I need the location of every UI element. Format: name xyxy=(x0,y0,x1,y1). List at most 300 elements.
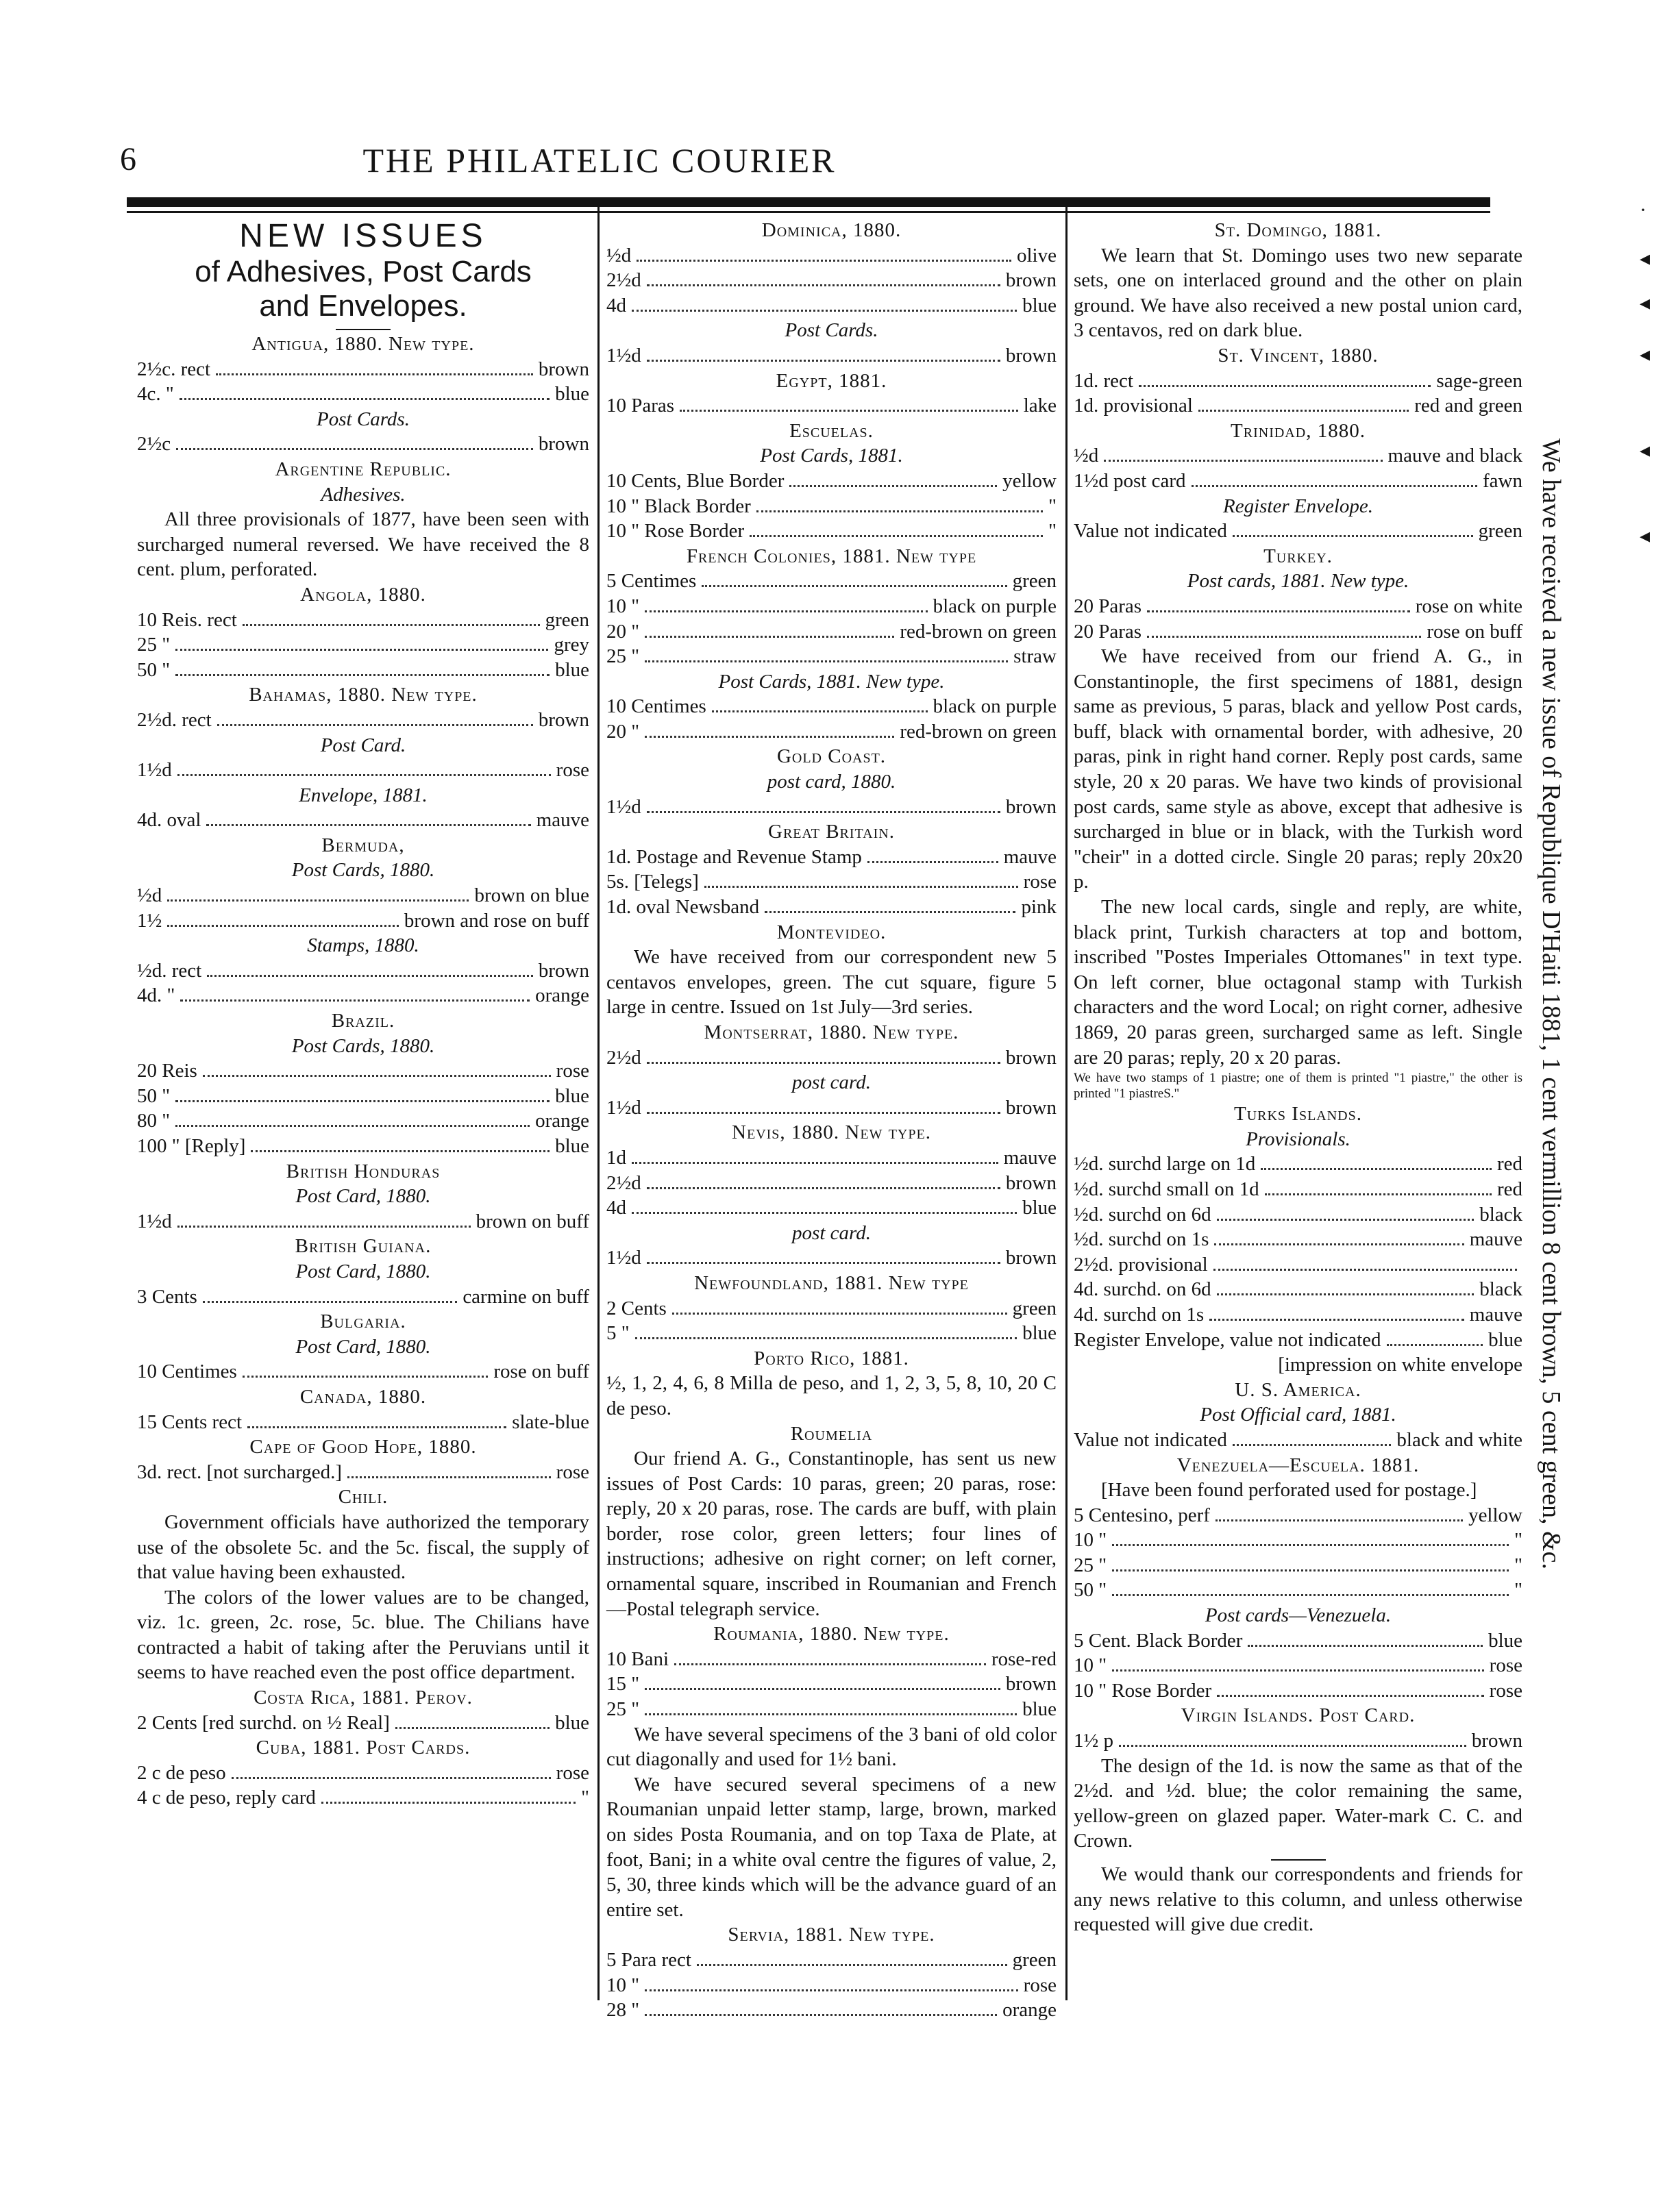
section-subtitle: and Envelopes. xyxy=(259,289,467,323)
dot-leader xyxy=(647,1262,1000,1264)
paragraph: All three provisionals of 1877, have been seen with surcharged numeral reversed. We have received the 8 cent. plum, perforated. xyxy=(137,508,589,581)
stamp-entry xyxy=(137,1785,589,1811)
entry-color: mauve xyxy=(1003,845,1057,868)
sub-heading: Post Card, 1880. xyxy=(295,1185,431,1208)
entry-label: 5 Para rect xyxy=(606,1948,691,1971)
dot-leader xyxy=(243,1376,489,1378)
entry-color: yellow xyxy=(1468,1504,1522,1526)
entry-label: 5 " xyxy=(606,1322,630,1345)
dot-leader xyxy=(1119,1745,1466,1747)
dot-leader xyxy=(645,1713,1017,1715)
country-heading: Dominica, 1880. xyxy=(761,219,902,241)
stamp-entry xyxy=(137,432,589,457)
entry-label: 2 c de peso xyxy=(137,1761,226,1784)
sub-heading: Post Card. xyxy=(320,734,406,756)
entry-color: sage-green xyxy=(1436,369,1522,392)
entry-color: black xyxy=(1479,1278,1522,1301)
entry-color: brown xyxy=(1005,1046,1057,1069)
stamp-entry xyxy=(1074,369,1522,394)
country-heading: Great Britain. xyxy=(768,821,895,843)
entry-color: brown xyxy=(538,959,589,982)
entry-color: mauve xyxy=(1469,1303,1522,1326)
entry-color: green xyxy=(1012,1948,1057,1971)
entry-label: 1½d xyxy=(137,1210,172,1232)
dot-leader xyxy=(1233,535,1473,537)
stamp-entry xyxy=(606,1296,1057,1321)
sub-heading: Register Envelope. xyxy=(1222,495,1374,517)
stamp-entry xyxy=(137,382,589,407)
entry-color: straw xyxy=(1013,645,1057,668)
entry-label: 10 " xyxy=(606,1974,640,1996)
entry-label: 2 Cents xyxy=(606,1297,667,1319)
dot-leader xyxy=(704,886,1018,888)
dot-leader xyxy=(167,899,469,902)
dot-leader xyxy=(180,398,550,400)
paragraph: [Have been found perforated used for postage.] xyxy=(1101,1479,1477,1502)
stamp-entry xyxy=(137,958,589,984)
dot-leader xyxy=(645,610,928,612)
dot-leader xyxy=(1213,1269,1517,1271)
stamp-entry xyxy=(1074,1152,1522,1177)
stamp-entry xyxy=(606,619,1057,645)
entry-label: 15 Cents rect xyxy=(137,1411,243,1433)
stamp-entry xyxy=(137,1209,589,1234)
entry-color: rose xyxy=(1023,871,1057,893)
stamp-entry xyxy=(606,1697,1057,1722)
entry-label: Value not indicated xyxy=(1074,520,1227,543)
country-heading: Servia, 1881. New type. xyxy=(728,1924,935,1946)
entry-color: blue xyxy=(1022,1698,1057,1721)
entry-color: blue xyxy=(1488,1328,1522,1351)
dot-leader xyxy=(672,1313,1007,1315)
entry-color: brown on blue xyxy=(474,884,589,907)
entry-color: green xyxy=(545,608,589,631)
entry-color: blue xyxy=(1488,1629,1522,1652)
sub-heading: Envelope, 1881. xyxy=(299,784,428,806)
entry-color: " xyxy=(1048,520,1057,543)
entry-label: 10 Paras xyxy=(606,395,675,417)
paragraph: Government officials have authorized the temporary use of the obsolete 5c. and the 5c. fiscal, the supply of that value having been exhausted. xyxy=(137,1511,589,1584)
stamp-entry xyxy=(606,1095,1057,1121)
dot-leader xyxy=(203,1301,458,1303)
entry-label: 25 " xyxy=(1074,1554,1107,1576)
sub-heading: post card. xyxy=(792,1221,871,1244)
dot-leader xyxy=(1217,1695,1484,1697)
stamp-entry xyxy=(137,1460,589,1485)
dot-leader xyxy=(251,1150,550,1152)
entry-color: brown xyxy=(1005,344,1057,366)
paragraph: Our friend A. G., Constantinople, has sent us new issues of Post Cards: 10 paras, green; 20 paras, rose: reply, 20 x 20 paras, rose. The cards are buff, with plain border, rose color, green letters; four lines of instructions; adhesive on right corner; on left corner, ornamental square, inscribed in Roumanian and French—Postal telegraph service. xyxy=(606,1447,1057,1620)
dot-leader xyxy=(867,861,998,863)
country-heading: Turks Islands. xyxy=(1233,1103,1362,1126)
entry-label: Value not indicated xyxy=(1074,1428,1227,1451)
paragraph: We would thank our correspondents and friends for any news relative to this column, and unless otherwise requested will give due credit. xyxy=(1074,1863,1522,1936)
dot-leader xyxy=(635,1337,1017,1339)
entry-label: 2½d xyxy=(606,269,641,292)
entry-label: 1½ p xyxy=(1074,1730,1113,1752)
entry-label: 1d. oval Newsband xyxy=(606,896,760,919)
entry-color: blue xyxy=(555,1135,589,1157)
section-subtitle: of Adhesives, Post Cards xyxy=(195,255,532,288)
country-heading: Costa Rica, 1881. Perov. xyxy=(254,1687,473,1709)
dot-leader xyxy=(702,585,1007,587)
dot-leader xyxy=(645,1989,1018,1991)
dot-leader xyxy=(1387,1344,1483,1346)
entry-label: 1d. Postage and Revenue Stamp xyxy=(606,845,862,868)
entry-label: 20 Paras xyxy=(1074,620,1142,643)
entry-label: ½d xyxy=(137,884,162,907)
country-heading: U. S. America. xyxy=(1235,1378,1361,1401)
entry-color: mauve xyxy=(1469,1228,1522,1251)
entry-color: rose on buff xyxy=(493,1360,589,1383)
stamp-entry xyxy=(137,1134,589,1159)
stamp-entry xyxy=(1074,1528,1522,1553)
entry-color: grey xyxy=(554,634,589,656)
dot-leader xyxy=(645,2014,997,2016)
dot-leader xyxy=(175,674,550,676)
stamp-entry xyxy=(1074,1227,1522,1252)
entry-label: 15 " xyxy=(606,1673,640,1695)
sub-heading: Post Card, 1880. xyxy=(295,1335,431,1358)
sidebar-note-text: We have received a new issue of Republique D'Haiti 1881, 1 cent vermillion 8 cent brown, 5 cent green, &c. xyxy=(1537,438,1566,1569)
entry-color: mauve xyxy=(536,809,589,832)
entry-color: green xyxy=(1012,1297,1057,1319)
sub-heading: post card, 1880. xyxy=(767,771,896,793)
entry-label: 1½d post card xyxy=(1074,469,1186,492)
entry-color: brown on buff xyxy=(476,1210,589,1232)
country-heading: Antigua, 1880. New type. xyxy=(251,333,475,355)
stamp-entry xyxy=(1074,1202,1522,1228)
country-heading: French Colonies, 1881. New type xyxy=(686,545,977,567)
dot-leader xyxy=(1104,460,1382,462)
entry-label: 10 " Rose Border xyxy=(1074,1679,1212,1702)
footnote: We have two stamps of 1 piastre; one of them is printed "1 piastre," the other is printed "1 piastreS." xyxy=(1074,1071,1522,1102)
stamp-entry xyxy=(606,469,1057,494)
dot-leader xyxy=(216,373,533,375)
stamp-entry xyxy=(1074,1653,1522,1678)
sub-heading: post card. xyxy=(792,1071,871,1094)
margin-mark: ◂ xyxy=(1640,292,1651,314)
entry-label: 1d. rect xyxy=(1074,369,1133,392)
entry-color: green xyxy=(1012,570,1057,593)
dot-leader xyxy=(789,485,997,487)
entry-color: " xyxy=(1514,1579,1522,1602)
country-heading: Cape of Good Hope, 1880. xyxy=(249,1436,477,1458)
stamp-entry xyxy=(137,357,589,382)
country-heading: Newfoundland, 1881. New type xyxy=(694,1271,969,1294)
entry-label: 50 " xyxy=(137,1084,171,1107)
sub-heading: Stamps, 1880. xyxy=(307,934,419,957)
country-heading: Roumelia xyxy=(790,1422,873,1445)
entry-color: red-brown on green xyxy=(900,720,1057,743)
stamp-entry xyxy=(1074,1678,1522,1704)
sidebar-note xyxy=(1536,438,1577,1781)
dot-leader xyxy=(1198,410,1409,412)
sub-heading: Post cards—Venezuela. xyxy=(1205,1604,1392,1627)
stamp-entry xyxy=(137,1711,589,1736)
dot-leader xyxy=(232,1777,551,1779)
entry-color: orange xyxy=(535,1110,589,1132)
entry-color: mauve xyxy=(1003,1146,1057,1169)
entry-label: 25 " xyxy=(606,645,640,668)
entry-label: 10 Centimes xyxy=(606,695,706,718)
country-heading: Trinidad, 1880. xyxy=(1231,419,1366,442)
stamp-entry xyxy=(1074,519,1522,544)
sub-heading: Post Cards, 1881. New type. xyxy=(718,670,945,693)
entry-color: blue xyxy=(555,1084,589,1107)
entry-color: black on purple xyxy=(933,595,1057,617)
stamp-entry xyxy=(606,644,1057,669)
entry-color: blue xyxy=(1022,1322,1057,1345)
country-heading: British Guiana. xyxy=(295,1235,432,1258)
stamp-entry xyxy=(606,343,1057,369)
column-left xyxy=(137,218,589,1811)
stamp-entry xyxy=(606,869,1057,895)
entry-label: 2½c. rect xyxy=(137,358,211,380)
dot-leader xyxy=(395,1727,550,1729)
entry-label: 25 " xyxy=(137,634,171,656)
column-right xyxy=(1074,218,1522,1937)
entry-color: " xyxy=(581,1787,589,1809)
entry-label: 1½d xyxy=(606,795,641,818)
entry-color: black on purple xyxy=(933,695,1057,718)
dot-leader xyxy=(1147,610,1410,612)
paragraph: We have received from our correspondent new 5 centavos envelopes, green. The cut square, figure 5 large in centre. Issued on 1st July—3rd series. xyxy=(606,946,1057,1019)
stamp-entry xyxy=(137,1084,589,1109)
entry-color: mauve and black xyxy=(1387,445,1522,467)
short-rule xyxy=(336,329,391,330)
dot-leader xyxy=(632,310,1017,312)
entry-color: brown xyxy=(1005,1096,1057,1119)
paragraph: We have several specimens of the 3 bani of old color cut diagonally and used for 1½ bani. xyxy=(606,1723,1057,1771)
section-title: NEW ISSUES xyxy=(239,218,487,254)
paragraph: The colors of the lower values are to be changed, viz. 1c. green, 2c. rose, 5c. blue. The Chilians have contracted a habit of taking after the Peruvians until it seems to have reached even the post office department. xyxy=(137,1586,589,1684)
entry-label: 3 Cents xyxy=(137,1285,197,1308)
dot-leader xyxy=(1217,1219,1475,1221)
dot-leader xyxy=(637,260,1011,262)
stamp-entry xyxy=(606,393,1057,419)
country-heading: Angola, 1880. xyxy=(300,583,426,606)
dot-leader xyxy=(203,1075,551,1077)
stamp-entry xyxy=(1074,1578,1522,1603)
entry-color: blue xyxy=(555,1711,589,1734)
dot-leader xyxy=(674,1663,986,1665)
stamp-entry xyxy=(137,1108,589,1134)
stamp-entry xyxy=(1074,1553,1522,1578)
paragraph: The design of the 1d. is now the same as that of the 2½d. and ½d. blue; the color remaining the same, yellow-green on glazed paper. Water-mark C. C. and Crown. xyxy=(1074,1754,1522,1852)
country-heading: Escuelas. xyxy=(789,419,874,442)
dot-leader xyxy=(1112,1569,1509,1571)
country-heading: Venezuela—Escuela. 1881. xyxy=(1176,1454,1420,1476)
country-heading: Gold Coast. xyxy=(776,745,887,768)
stamp-entry xyxy=(137,1058,589,1084)
stamp-entry xyxy=(606,1672,1057,1697)
entry-label: 4d. surchd on 1s xyxy=(1074,1303,1205,1326)
sub-heading: Provisionals. xyxy=(1246,1128,1350,1150)
dot-leader xyxy=(1112,1669,1484,1672)
remark: [impression on white envelope xyxy=(1278,1354,1522,1376)
entry-label: 20 Paras xyxy=(1074,595,1142,617)
entry-color: rose on white xyxy=(1415,595,1522,617)
dot-leader xyxy=(632,1162,998,1164)
entry-color: rose-red xyxy=(991,1648,1057,1670)
entry-label: 20 " xyxy=(606,720,640,743)
header-rule-thin xyxy=(127,211,1490,213)
entry-color: blue xyxy=(1022,294,1057,316)
entry-label: 2½d xyxy=(606,1046,641,1069)
entry-label: 2½d xyxy=(606,1171,641,1194)
entry-color: blue xyxy=(555,658,589,681)
entry-color: pink xyxy=(1021,896,1057,919)
paragraph: We learn that St. Domingo uses two new separate sets, one on interlaced ground and the other on plain ground. We have also received a new postal union card, 3 centavos, red on dark blue. xyxy=(1074,244,1522,342)
dot-leader xyxy=(647,1062,1000,1064)
entry-label: 10 Bani xyxy=(606,1648,669,1670)
entry-label: 25 " xyxy=(606,1698,640,1721)
entry-label: 2½d. provisional xyxy=(1074,1253,1208,1276)
column-divider xyxy=(597,206,600,2000)
dot-leader xyxy=(206,824,530,826)
entry-color: yellow xyxy=(1002,469,1057,492)
paragraph: The new local cards, single and reply, are white, black print, Turkish characters at top and bottom, inscribed "Postes Imperiales Ottomanes" in text type. On left corner, blue octagonal stamp with Turkish characters and the word Local; on right corner, adhesive 1869, 20 paras green, surcharged same as left. Single are 20 paras; reply, 20 x 20 paras. xyxy=(1074,896,1522,1069)
stamp-entry xyxy=(1074,594,1522,619)
entry-label: 10 " xyxy=(606,595,640,617)
stamp-entry xyxy=(137,1359,589,1384)
stamp-entry xyxy=(606,594,1057,619)
stamp-entry xyxy=(1074,1328,1522,1353)
entry-color: brown and rose on buff xyxy=(404,909,589,932)
stamp-entry xyxy=(1074,619,1522,645)
country-heading: Brazil. xyxy=(331,1010,395,1032)
entry-label: 50 " xyxy=(137,658,171,681)
entry-label: 5 Centimes xyxy=(606,570,697,593)
entry-label: 1½ xyxy=(137,909,162,932)
stamp-entry xyxy=(137,883,589,908)
entry-color: brown xyxy=(1005,1171,1057,1194)
entry-color: rose xyxy=(556,759,589,782)
dot-leader xyxy=(1112,1544,1509,1546)
dot-leader xyxy=(321,1802,576,1804)
entry-color: " xyxy=(1514,1529,1522,1552)
stamp-entry xyxy=(137,808,589,833)
dot-leader xyxy=(1214,1243,1464,1245)
paragraph: ½, 1, 2, 4, 6, 8 Milla de peso, and 1, 2, 3, 5, 8, 10, 20 C de peso. xyxy=(606,1372,1057,1419)
entry-color: fawn xyxy=(1483,469,1522,492)
entry-color: lake xyxy=(1023,395,1057,417)
dot-leader xyxy=(765,911,1015,913)
entry-label: 2½d. rect xyxy=(137,708,212,731)
stamp-entry xyxy=(1074,1252,1522,1278)
stamp-entry xyxy=(606,845,1057,870)
margin-mark: ◂ xyxy=(1640,439,1651,462)
entry-label: 10 " xyxy=(1074,1529,1107,1552)
entry-label: ½d xyxy=(606,244,632,266)
entry-color: brown xyxy=(538,433,589,456)
entry-label: ½d. rect xyxy=(137,959,202,982)
dot-leader xyxy=(697,1964,1007,1966)
entry-label: 1d xyxy=(606,1146,626,1169)
entry-label: 2 Cents [red surchd. on ½ Real] xyxy=(137,1711,390,1734)
stamp-entry xyxy=(137,632,589,658)
margin-mark: ◂ xyxy=(1640,525,1651,547)
dot-leader xyxy=(647,360,1000,362)
country-heading: St. Domingo, 1881. xyxy=(1214,219,1382,241)
entry-label: 10 Reis. rect xyxy=(137,608,237,631)
dot-leader xyxy=(645,660,1008,662)
entry-label: 10 " Black Border xyxy=(606,495,751,517)
dot-leader xyxy=(645,636,894,638)
entry-label: 20 Reis xyxy=(137,1060,197,1082)
sub-heading: Post Card, 1880. xyxy=(295,1260,431,1282)
entry-label: ½d. surchd on 6d xyxy=(1074,1203,1211,1226)
entry-label: ½d xyxy=(1074,445,1099,467)
country-heading: Montserrat, 1880. New type. xyxy=(704,1021,959,1043)
stamp-entry xyxy=(1074,1428,1522,1453)
entry-label: 2½c xyxy=(137,433,171,456)
dot-leader xyxy=(175,1125,530,1127)
dot-leader xyxy=(1139,385,1431,387)
entry-label: 4 c de peso, reply card xyxy=(137,1787,316,1809)
sub-heading: Post Cards. xyxy=(785,319,878,342)
country-heading: Chili. xyxy=(338,1486,388,1508)
short-rule xyxy=(1271,1859,1326,1861)
stamp-entry xyxy=(606,519,1057,544)
entry-color: rose xyxy=(1489,1654,1522,1677)
dot-leader xyxy=(1147,636,1421,638)
dot-leader xyxy=(1233,1444,1392,1446)
stamp-entry xyxy=(137,758,589,783)
entry-color: brown xyxy=(1005,1247,1057,1269)
sub-heading: Post cards, 1881. New type. xyxy=(1187,570,1409,593)
entry-color: rose on buff xyxy=(1427,620,1522,643)
entry-color: orange xyxy=(1002,1999,1057,2022)
dot-leader xyxy=(347,1476,551,1478)
entry-color: brown xyxy=(1471,1730,1522,1752)
stamp-entry xyxy=(137,908,589,934)
entry-label: 10 " xyxy=(1074,1654,1107,1677)
entry-color: rose xyxy=(556,1461,589,1483)
dot-leader xyxy=(647,811,1000,813)
dot-leader xyxy=(207,975,533,977)
dot-leader xyxy=(175,1100,550,1102)
dot-leader xyxy=(167,925,399,927)
stamp-entry xyxy=(1074,1503,1522,1528)
entry-color: red xyxy=(1496,1153,1522,1176)
entry-color: red and green xyxy=(1414,395,1522,417)
stamp-entry xyxy=(1074,443,1522,469)
entry-color: orange xyxy=(535,984,589,1007)
stamp-entry xyxy=(606,1195,1057,1221)
dot-leader xyxy=(1216,1519,1463,1521)
dot-leader xyxy=(247,1426,506,1428)
entry-color: brown xyxy=(1005,269,1057,292)
entry-label: 10 Cents, Blue Border xyxy=(606,469,785,492)
entry-label: ½d. surchd on 1s xyxy=(1074,1228,1209,1251)
dot-leader xyxy=(632,1212,1017,1214)
entry-color: rose xyxy=(1023,1974,1057,1996)
stamp-entry xyxy=(606,494,1057,519)
country-heading: St. Vincent, 1880. xyxy=(1218,344,1379,366)
stamp-entry xyxy=(137,1410,589,1435)
country-heading: Turkey. xyxy=(1263,545,1333,567)
stamp-entry xyxy=(1074,469,1522,494)
stamp-entry xyxy=(606,719,1057,745)
entry-label: 1½d xyxy=(606,1247,641,1269)
entry-label: 4d. " xyxy=(137,984,175,1007)
stamp-entry xyxy=(606,1245,1057,1271)
entry-label: 1d. provisional xyxy=(1074,395,1193,417)
dot-leader xyxy=(712,710,928,712)
country-heading: Porto Rico, 1881. xyxy=(754,1347,909,1369)
